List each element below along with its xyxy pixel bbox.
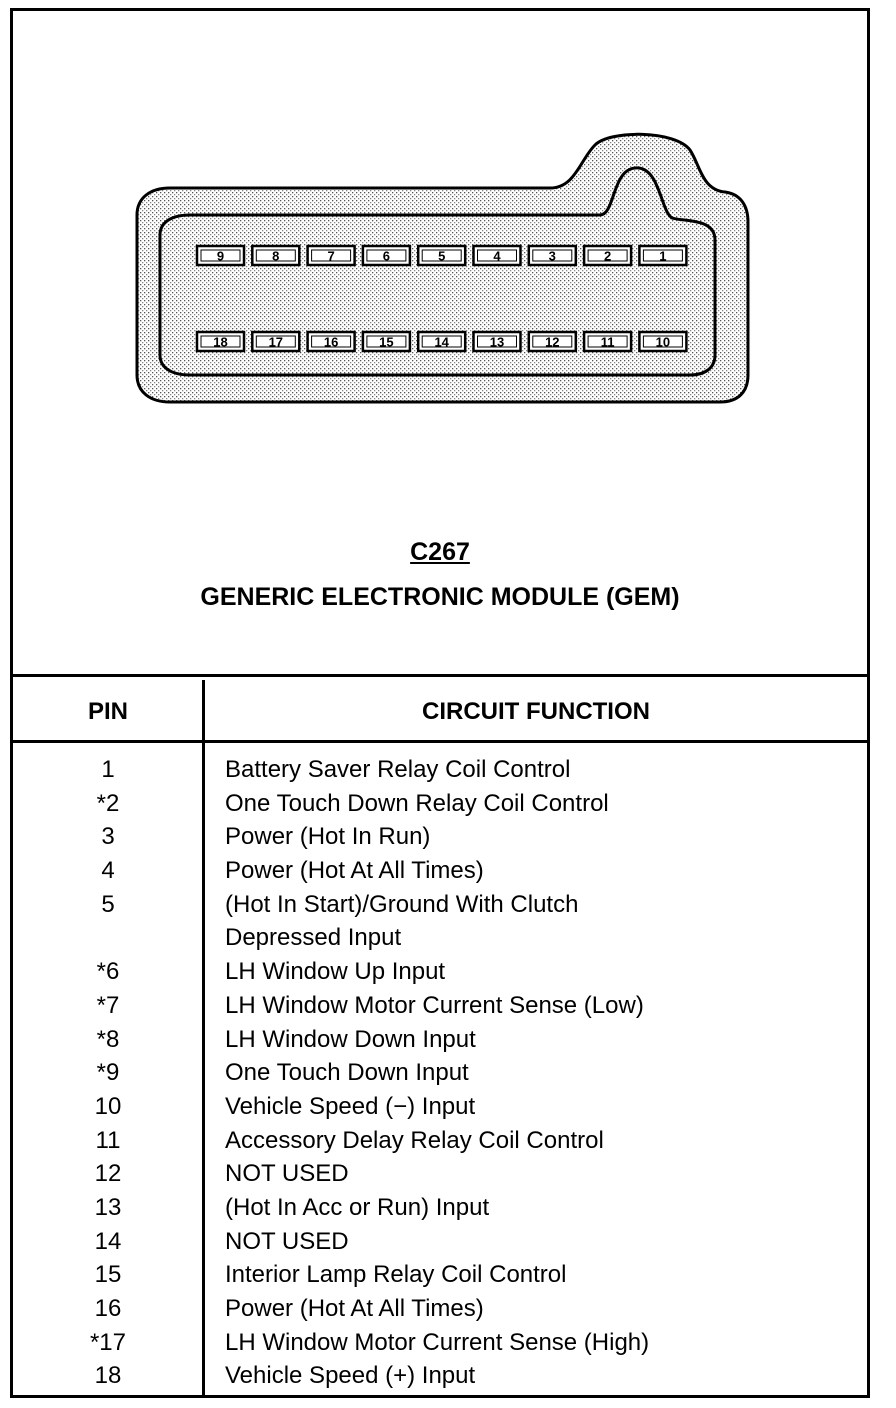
pin-number: *2 (96, 789, 120, 817)
circuit-function: One Touch Down Relay Coil Control (225, 789, 609, 817)
connector-pin (252, 332, 299, 351)
connector-pin (584, 332, 631, 351)
header-circuit-function: CIRCUIT FUNCTION (422, 698, 650, 725)
circuit-function: NOT USED (225, 1227, 349, 1255)
connector-pin (363, 332, 410, 351)
circuit-function: (Hot In Start)/Ground With Clutch (225, 890, 579, 918)
table-row (12, 1190, 868, 1224)
table-row (12, 1224, 868, 1258)
circuit-function: LH Window Motor Current Sense (Low) (225, 991, 644, 1019)
connector-pin (639, 332, 686, 351)
connector-pin (197, 246, 244, 265)
pin-number: 15 (94, 1261, 122, 1289)
pin-number: 3 (101, 823, 115, 851)
pin-number: *7 (96, 991, 120, 1019)
table-row (12, 1089, 868, 1123)
circuit-function: LH Window Up Input (225, 958, 446, 986)
connector-pin (474, 332, 521, 351)
connector-pin (363, 246, 410, 265)
connector-pin (197, 332, 244, 351)
table-row (12, 1022, 868, 1056)
table-row (12, 1055, 868, 1089)
pin-number: 16 (94, 1295, 122, 1322)
pin-number: 1 (101, 756, 115, 783)
pin-number: 18 (94, 1362, 122, 1390)
connector-pin (529, 332, 576, 351)
table-row (12, 988, 868, 1022)
circuit-function: Power (Hot At All Times) (225, 857, 484, 885)
table-row (12, 752, 868, 786)
connector-pin-label: 6 (382, 248, 391, 264)
table-row (12, 1156, 868, 1190)
circuit-function: One Touch Down Input (225, 1059, 469, 1087)
connector-pin-label: 15 (379, 334, 394, 350)
table-row (12, 1291, 868, 1325)
pin-number: *6 (96, 958, 120, 986)
connector-pin (474, 246, 521, 265)
circuit-function: Vehicle Speed (+) Input (225, 1362, 476, 1390)
table-row (12, 1257, 868, 1291)
connector-pin-label: 4 (493, 248, 501, 264)
connector-pin-label: 13 (489, 334, 505, 350)
pin-number: 14 (94, 1227, 122, 1255)
table-row (12, 1123, 868, 1157)
table-row (12, 887, 868, 921)
connector-pin (308, 246, 355, 265)
circuit-function: Power (Hot At All Times) (225, 1295, 484, 1322)
circuit-function: Accessory Delay Relay Coil Control (225, 1126, 604, 1154)
circuit-function: Battery Saver Relay Coil Control (225, 756, 571, 783)
table-row (12, 819, 868, 853)
circuit-function: Vehicle Speed (−) Input (225, 1092, 476, 1120)
section-divider (10, 674, 870, 677)
circuit-function: (Hot In Acc or Run) Input (225, 1193, 490, 1221)
table-row (12, 920, 868, 954)
connector-pin-label: 9 (216, 248, 225, 264)
connector-pin-label: 14 (434, 334, 449, 350)
pin-number: 11 (95, 1126, 121, 1154)
pin-number: 13 (94, 1193, 122, 1221)
header-pin: PIN (87, 698, 128, 725)
connector-diagram (0, 0, 896, 520)
connector-pin-label: 16 (323, 334, 339, 350)
connector-pin-label: 11 (600, 334, 615, 350)
pin-number: 10 (94, 1092, 122, 1120)
pin-number: 4 (101, 857, 115, 885)
connector-pin-label: 2 (603, 248, 612, 264)
connector-id: C267 (410, 538, 470, 566)
pin-number: *9 (96, 1059, 120, 1087)
circuit-function: NOT USED (225, 1160, 349, 1188)
module-name: GENERIC ELECTRONIC MODULE (GEM) (200, 583, 680, 611)
table-row (12, 1358, 868, 1392)
pin-number: *8 (96, 1025, 120, 1053)
pin-number: 5 (101, 890, 115, 918)
connector-pin-label: 12 (545, 334, 560, 350)
connector-pin (252, 246, 299, 265)
connector-pin-label: 3 (548, 248, 556, 264)
connector-pin-label: 17 (268, 334, 284, 350)
connector-pin-label: 5 (438, 248, 446, 264)
table-row (12, 954, 868, 988)
circuit-function: Interior Lamp Relay Coil Control (225, 1261, 567, 1289)
connector-pin (529, 246, 576, 265)
circuit-function: Power (Hot In Run) (225, 823, 431, 851)
connector-pin (639, 246, 686, 265)
table-row (12, 786, 868, 820)
table-row (12, 853, 868, 887)
connector-pin (418, 246, 465, 265)
connector-pin (418, 332, 465, 351)
pin-table (12, 680, 868, 743)
connector-pin-label: 10 (655, 334, 671, 350)
pin-number: 12 (94, 1160, 122, 1188)
connector-pin-label: 8 (272, 248, 280, 264)
connector-pin (308, 332, 355, 351)
connector-pin (584, 246, 631, 265)
pin-number: *17 (89, 1328, 127, 1356)
table-body (12, 752, 868, 1392)
circuit-function: LH Window Motor Current Sense (High) (225, 1328, 650, 1356)
circuit-function: LH Window Down Input (225, 1025, 476, 1053)
table-header (12, 680, 868, 743)
circuit-function: Depressed Input (225, 924, 402, 952)
connector-pin-label: 18 (213, 334, 228, 350)
table-row (12, 1325, 868, 1359)
connector-pin-label: 1 (659, 248, 667, 264)
connector-pin-label: 7 (327, 248, 335, 264)
